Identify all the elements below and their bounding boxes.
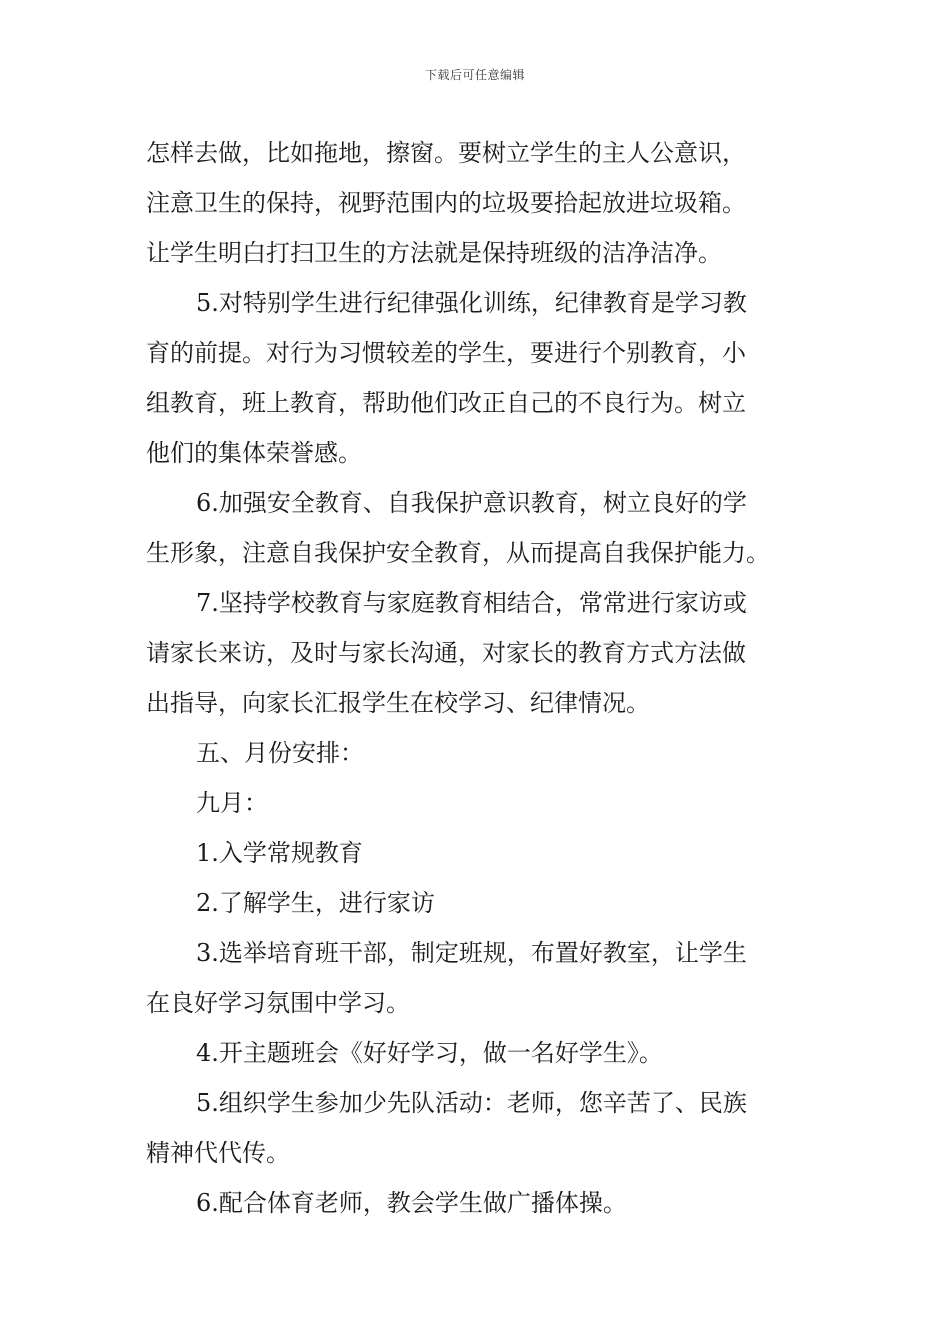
text-line: 让学生明白打扫卫生的方法就是保持班级的洁净洁净。 [146,239,722,267]
paragraph [146,478,810,578]
text-line: 4.开主题班会《好好学习，做一名好学生》。 [196,1039,663,1067]
list-item [146,1178,810,1228]
section-heading [146,728,810,778]
text-line: 请家长来访，及时与家长沟通，对家长的教育方式方法做 [146,639,746,667]
text-line: 5.对特别学生进行纪律强化训练，纪律教育是学习教 [196,289,747,317]
text-line: 生形象，注意自我保护安全教育，从而提高自我保护能力。 [146,539,770,567]
text-line: 他们的集体荣誉感。 [146,439,362,467]
document-body [146,128,810,1228]
month-heading [146,778,810,828]
text-line: 5.组织学生参加少先队活动：老师，您辛苦了、民族 [196,1089,747,1117]
list-item [146,1028,810,1078]
text-line: 出指导，向家长汇报学生在校学习、纪律情况。 [146,689,650,717]
text-line: 7.坚持学校教育与家庭教育相结合，常常进行家访或 [196,589,747,617]
paragraph [146,578,810,728]
text-line: 育的前提。对行为习惯较差的学生，要进行个别教育，小 [146,339,746,367]
list-item [146,878,810,928]
text-line: 五、月份安排： [196,739,364,767]
page-header: 下载后可任意编辑 [424,68,525,82]
text-line: 怎样去做，比如拖地，擦窗。要树立学生的主人公意识， [146,139,746,167]
text-line: 组教育，班上教育，帮助他们改正自己的不良行为。树立 [146,389,746,417]
paragraph [146,128,810,278]
text-line: 6.配合体育老师，教会学生做广播体操。 [196,1189,627,1217]
text-line: 在良好学习氛围中学习。 [146,989,410,1017]
text-line: 1.入学常规教育 [196,839,363,867]
text-line: 注意卫生的保持，视野范围内的垃圾要拾起放进垃圾箱。 [146,189,746,217]
text-line: 精神代代传。 [146,1139,290,1167]
list-item [146,1078,810,1178]
text-line: 九月： [196,789,268,817]
list-item [146,928,810,1028]
text-line: 3.选举培育班干部，制定班规，布置好教室，让学生 [196,939,747,967]
paragraph [146,278,810,478]
list-item [146,828,810,878]
text-line: 6.加强安全教育、自我保护意识教育，树立良好的学 [196,489,747,517]
text-line: 2.了解学生，进行家访 [196,889,435,917]
